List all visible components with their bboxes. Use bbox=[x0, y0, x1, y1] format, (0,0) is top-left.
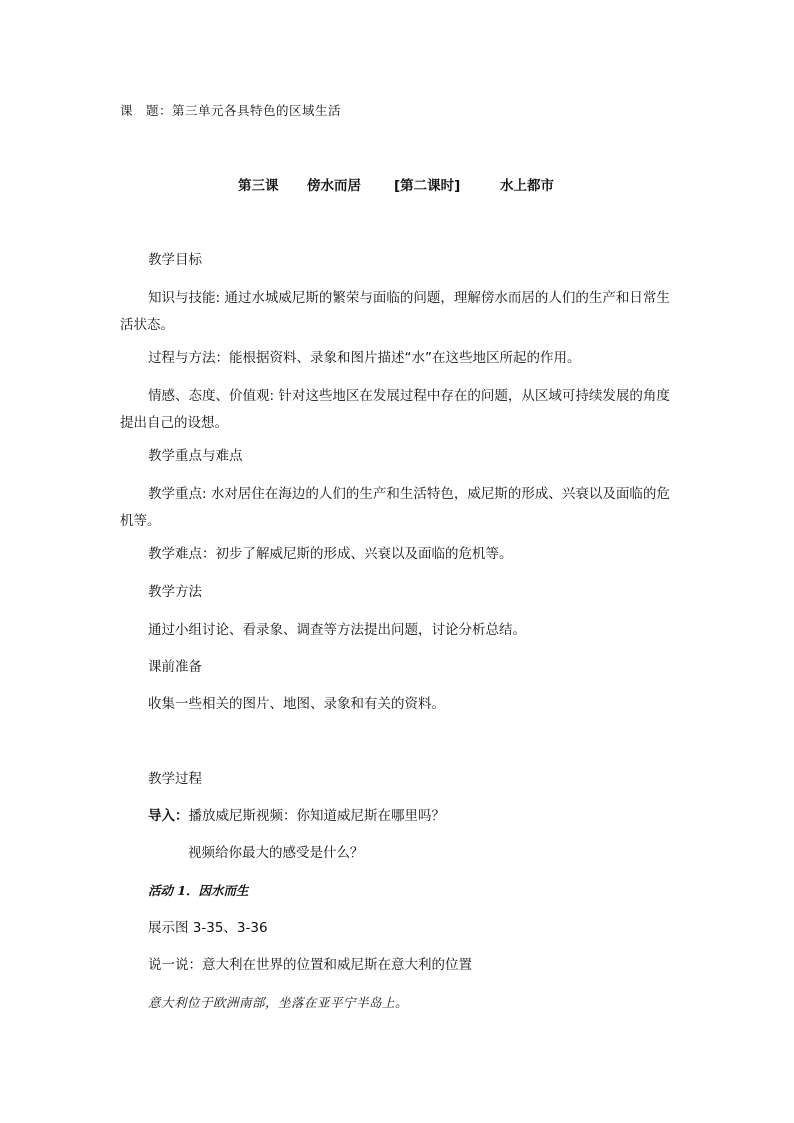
activity1-title: 活动 1．因水而生 bbox=[148, 883, 249, 898]
intro-followup: 视频给你最大的感受是什么？ bbox=[188, 845, 364, 861]
course-label: 课 题： bbox=[120, 103, 173, 118]
method-heading: 教学方法 bbox=[148, 584, 202, 600]
lesson-topic: 傍水而居 bbox=[307, 178, 361, 194]
objectives-heading: 教学目标 bbox=[148, 252, 202, 268]
lesson-period: [第二课时] bbox=[394, 178, 461, 194]
activity1-say: 说一说：意大利在世界的位置和威尼斯在意大利的位置 bbox=[148, 957, 472, 973]
process-heading: 教学过程 bbox=[148, 771, 202, 787]
prep-heading: 课前准备 bbox=[148, 659, 202, 675]
method-text: 通过小组讨论、看录象、调查等方法提出问题，讨论分析总结。 bbox=[148, 622, 526, 638]
intro-label: 导入： bbox=[148, 808, 189, 824]
objective-knowledge: 知识与技能: 通过水城威尼斯的繁荣与面临的问题，理解傍水而居的人们的生产和日常生活状态。 bbox=[120, 290, 670, 333]
difficult-point: 教学难点：初步了解威尼斯的形成、兴衰以及面临的危机等。 bbox=[148, 546, 513, 562]
key-points-heading: 教学重点与难点 bbox=[148, 448, 243, 464]
key-point: 教学重点: 水对居住在海边的人们的生产和生活特色，威尼斯的形成、兴衰以及面临的危机等。 bbox=[120, 486, 670, 529]
objective-process: 过程与方法：能根据资料、录象和图片描述“水”在这些地区所起的作用。 bbox=[148, 350, 581, 366]
course-header bbox=[120, 101, 341, 121]
activity1-answer: 意大利位于欧洲南部，坐落在亚平宁半岛上。 bbox=[148, 995, 409, 1010]
lesson-subtopic: 水上都市 bbox=[500, 178, 554, 194]
lesson-number: 第三课 bbox=[238, 178, 279, 194]
intro-text: 播放威尼斯视频：你知道威尼斯在哪里吗？ bbox=[188, 808, 445, 824]
intro-line bbox=[148, 806, 445, 826]
objective-values: 情感、态度、价值观: 针对这些地区在发展过程中存在的问题，从区域可持续发展的角度提出自己的设想。 bbox=[120, 388, 670, 431]
activity1-show: 展示图 3-35、3-36 bbox=[148, 920, 268, 936]
prep-text: 收集一些相关的图片、地图、录象和有关的资料。 bbox=[148, 696, 445, 712]
course-title: 第三单元各具特色的区域生活 bbox=[172, 103, 342, 118]
